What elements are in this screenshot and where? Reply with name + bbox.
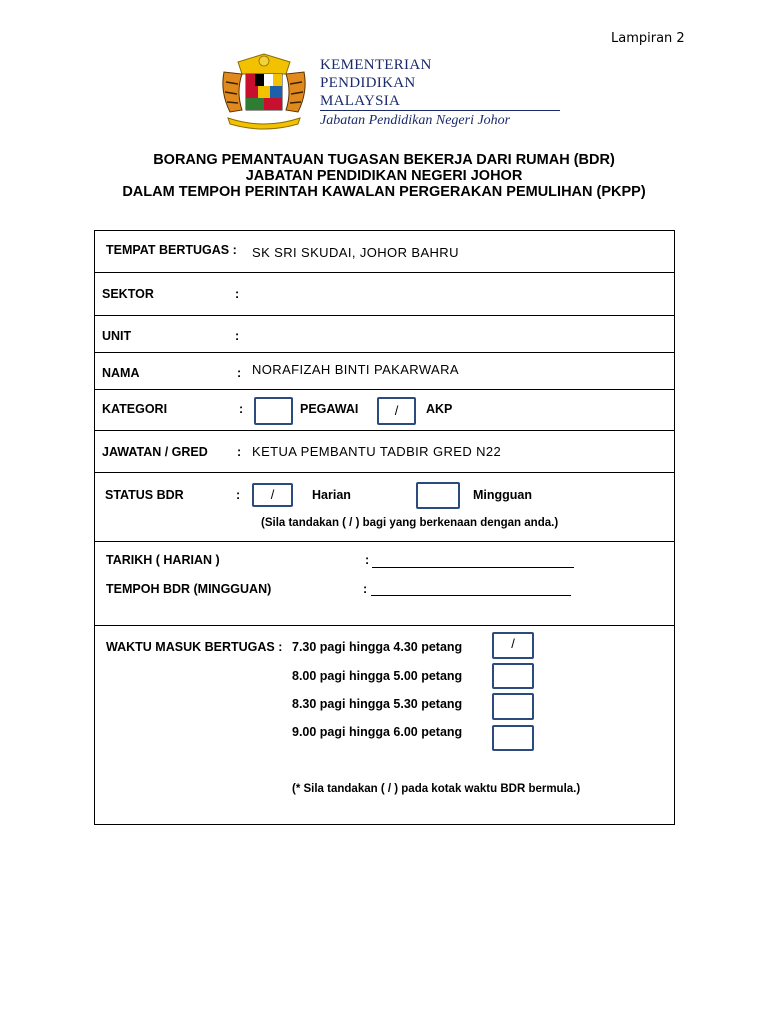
title-line1: BORANG PEMANTAUAN TUGASAN BEKERJA DARI RUMAH (BDR) [153,152,615,168]
kategori-akp-label: AKP [426,402,453,416]
tarikh-colon: : [365,553,370,567]
status-mingguan-label: Mingguan [473,488,533,502]
ministry-logo [216,52,561,132]
tempoh-bdr-label: TEMPOH BDR (MINGGUAN) [106,582,272,596]
kategori-pegawai-label: PEGAWAI [300,402,359,416]
sektor-colon: : [235,287,240,301]
row-divider [95,352,674,353]
waktu-option-label: 8.30 pagi hingga 5.30 petang [292,697,463,711]
kategori-label: KATEGORI [102,402,168,416]
row-divider [95,272,674,273]
ministry-name-line1: KEMENTERIAN [320,57,432,73]
ministry-name-line2: PENDIDIKAN [320,75,416,91]
waktu-instruction: (* Sila tandakan ( / ) pada kotak waktu BDR bermula.) [292,783,581,795]
jawatan-colon: : [237,445,242,459]
row-divider [95,389,674,390]
row-divider [95,472,674,473]
status-harian-checkbox[interactable]: / [252,483,293,507]
title-line3: DALAM TEMPOH PERINTAH KAWALAN PERGERAKAN PEMULIHAN (PKPP) [122,184,646,200]
form-title [0,152,768,200]
status-instruction: (Sila tandakan ( / ) bagi yang berkenaan dengan anda.) [261,517,559,529]
row-divider [95,430,674,431]
kategori-colon: : [239,402,244,416]
monitoring-form [94,230,675,825]
ministry-name-line3: MALAYSIA [320,93,401,109]
waktu-option-checkbox[interactable] [492,725,534,751]
tempoh-bdr-field[interactable] [371,595,571,596]
sektor-label: SEKTOR [102,287,154,301]
jawatan-gred-value[interactable]: KETUA PEMBANTU TADBIR GRED N22 [252,444,502,459]
nama-colon: : [237,366,242,380]
unit-label: UNIT [102,329,132,343]
jawatan-gred-label: JAWATAN / GRED [102,445,208,459]
status-harian-label: Harian [312,488,351,502]
status-bdr-label: STATUS BDR [105,488,184,502]
waktu-masuk-label: WAKTU MASUK BERTUGAS : [106,640,283,654]
status-colon: : [236,488,241,502]
nama-value[interactable]: NORAFIZAH BINTI PAKARWARA [252,362,459,377]
status-mingguan-checkbox[interactable] [416,482,460,509]
unit-colon: : [235,329,240,343]
tarikh-harian-field[interactable] [372,567,574,568]
department-name: Jabatan Pendidikan Negeri Johor [320,110,560,130]
waktu-option-checkbox[interactable] [492,693,534,720]
waktu-option-label: 8.00 pagi hingga 5.00 petang [292,669,463,683]
row-divider [95,541,674,542]
nama-label: NAMA [102,366,140,380]
tarikh-harian-label: TARIKH ( HARIAN ) [106,553,220,567]
waktu-option-label: 7.30 pagi hingga 4.30 petang [292,640,463,654]
coat-of-arms-icon [216,52,312,132]
kategori-pegawai-checkbox[interactable] [254,397,293,425]
waktu-option-checkbox[interactable]: / [492,632,534,659]
tempat-bertugas-value[interactable]: SK SRI SKUDAI, JOHOR BAHRU [252,245,459,260]
tempat-bertugas-label: TEMPAT BERTUGAS : [106,243,237,257]
title-line2: JABATAN PENDIDIKAN NEGERI JOHOR [245,168,523,184]
row-divider [95,315,674,316]
kategori-akp-checkbox[interactable]: / [377,397,416,425]
lampiran-label: Lampiran 2 [611,31,685,46]
waktu-option-label: 9.00 pagi hingga 6.00 petang [292,725,463,739]
tempoh-colon: : [363,582,368,596]
waktu-option-checkbox[interactable] [492,663,534,689]
row-divider [95,625,674,626]
